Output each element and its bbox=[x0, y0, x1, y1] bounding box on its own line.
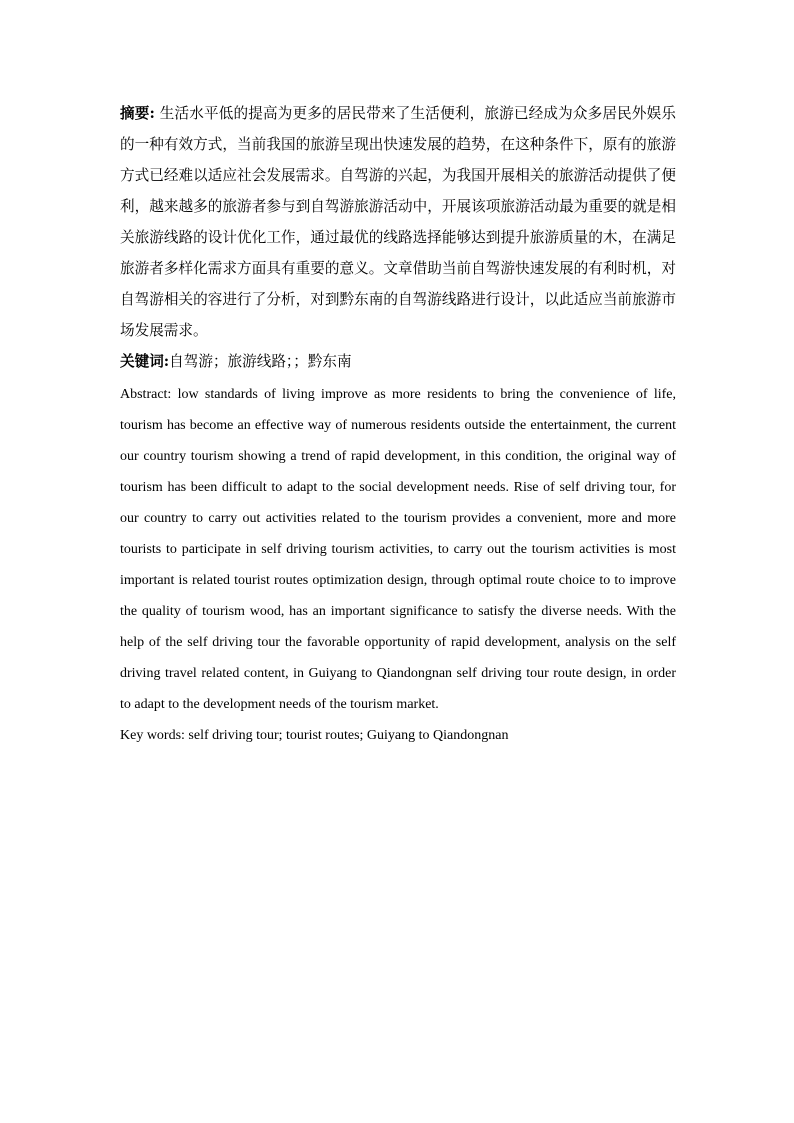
chinese-abstract bbox=[120, 98, 676, 346]
english-keywords: Key words: self driving tour; tourist routes; Guiyang to Qiandongnan bbox=[120, 728, 509, 743]
chinese-keywords-label: 关键词: bbox=[120, 353, 170, 370]
chinese-abstract-text: 生活水平低的提高为更多的居民带来了生活便利，旅游已经成为众多居民外娱乐的一种有效方式，当前我国的旅游呈现出快速发展的趋势，在这种条件下，原有的旅游方式已经难以适应社会发展需求。自驾游的兴起，为我国开展相关的旅游活动提供了便利，越来越多的旅游者参与到自驾游旅游活动中，开展该项旅游活动最为重要的就是相关旅游线路的设计优化工作，通过最优的线路选择能够达到提升旅游质量的木，在满足旅游者多样化需求方面具有重要的意义。文章借助当前自驾游快速发展的有利时机，对自驾游相关的容进行了分析，对到黔东南的自驾游线路进行设计，以此适应当前旅游市场发展需求。 bbox=[120, 105, 676, 339]
document-body bbox=[120, 98, 676, 751]
chinese-keywords-text: 自驾游；旅游线路；；黔东南 bbox=[169, 353, 352, 370]
english-abstract: Abstract: low standards of living improve as more residents to bring the convenience of life, tourism has become an effective way of numerous residents outside the entertainment, the current our country tourism showing a trend of rapid development, in this condition, the original way of tourism has been difficult to adapt to the social development needs. Rise of self driving tour, for our country to carry out activities related to the tourism provides a convenient, more and more tourists to participate in self driving tourism activities, to carry out the tourism activities is most important is related tourist routes optimization design, through optimal route choice to to improve the quality of tourism wood, has an important significance to satisfy the diverse needs. With the help of the self driving tour the favorable opportunity of rapid development, analysis on the self driving travel related content, in Guiyang to Qiandongnan self driving tour route design, in order to adapt to the development needs of the tourism market. bbox=[120, 387, 676, 712]
chinese-abstract-label: 摘要: bbox=[120, 105, 155, 122]
chinese-keywords bbox=[120, 346, 676, 377]
